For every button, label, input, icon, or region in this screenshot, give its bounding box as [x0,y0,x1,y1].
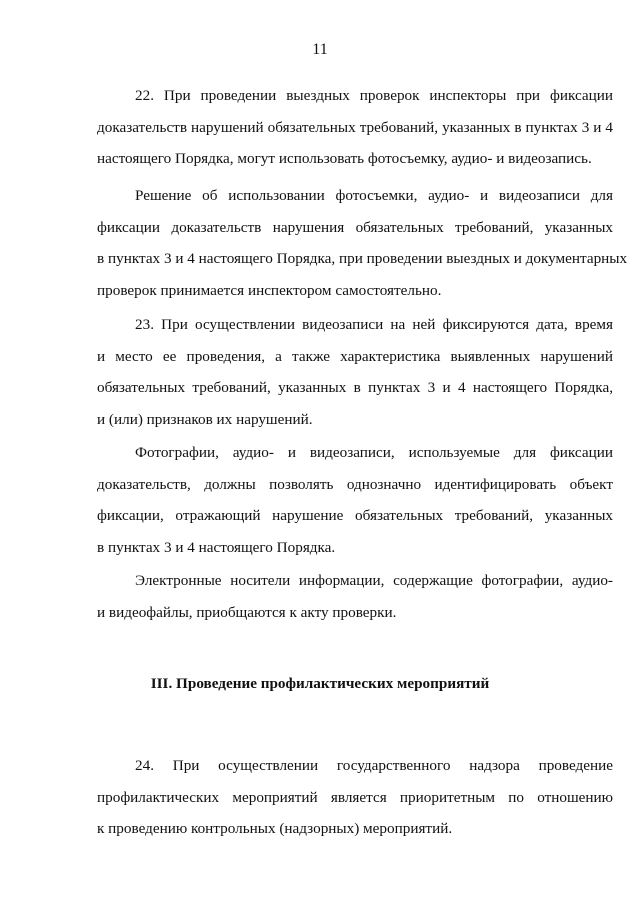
text-line: и место ее проведения, а также характеристика выявленных нарушений [97,347,613,365]
text-line: фиксации доказательств нарушения обязательных требований, указанных [97,218,613,236]
text-line: и (или) признаков их нарушений. [97,410,313,428]
section-heading: III. Проведение профилактических мероприятий [150,675,490,692]
paragraph-photos [97,437,613,563]
paragraph-decision [97,180,628,306]
text-line: в пунктах 3 и 4 настоящего Порядка, при проведении выездных и документарных [97,250,628,268]
paragraph-electronic-media [97,565,613,628]
text-line: к проведению контрольных (надзорных) мероприятий. [97,820,453,838]
text-line: в пунктах 3 и 4 настоящего Порядка. [97,538,336,556]
text-line: 22. При проведении выездных проверок инспекторы при фиксации [135,87,613,104]
paragraph-22 [97,80,613,175]
text-line: доказательств, должны позволять однозначно идентифицировать объект [97,475,613,493]
page-number: 11 [312,41,328,58]
text-line: профилактических мероприятий является приоритетным по отношению [97,788,613,806]
text-line: Решение об использовании фотосъемки, аудио- и видеозаписи для [135,187,613,204]
text-line: и видеофайлы, приобщаются к акту проверки. [97,603,397,621]
text-line: 23. При осуществлении видеозаписи на ней фиксируются дата, время [135,316,613,333]
text-line: Электронные носители информации, содержащие фотографии, аудио- [135,572,613,589]
paragraph-23 [97,309,613,435]
text-line: 24. При осуществлении государственного надзора проведение [135,757,613,774]
text-line: настоящего Порядка, могут использовать фотосъемку, аудио- и видеозапись. [97,150,592,168]
text-line: Фотографии, аудио- и видеозаписи, используемые для фиксации [135,444,613,461]
text-line: проверок принимается инспектором самостоятельно. [97,281,442,299]
text-line: обязательных требований, указанных в пунктах 3 и 4 настоящего Порядка, [97,379,613,397]
text-line: доказательств нарушений обязательных требований, указанных в пунктах 3 и 4 [97,118,613,136]
text-line: фиксации, отражающий нарушение обязательных требований, указанных [97,507,613,525]
paragraph-24 [97,750,613,845]
